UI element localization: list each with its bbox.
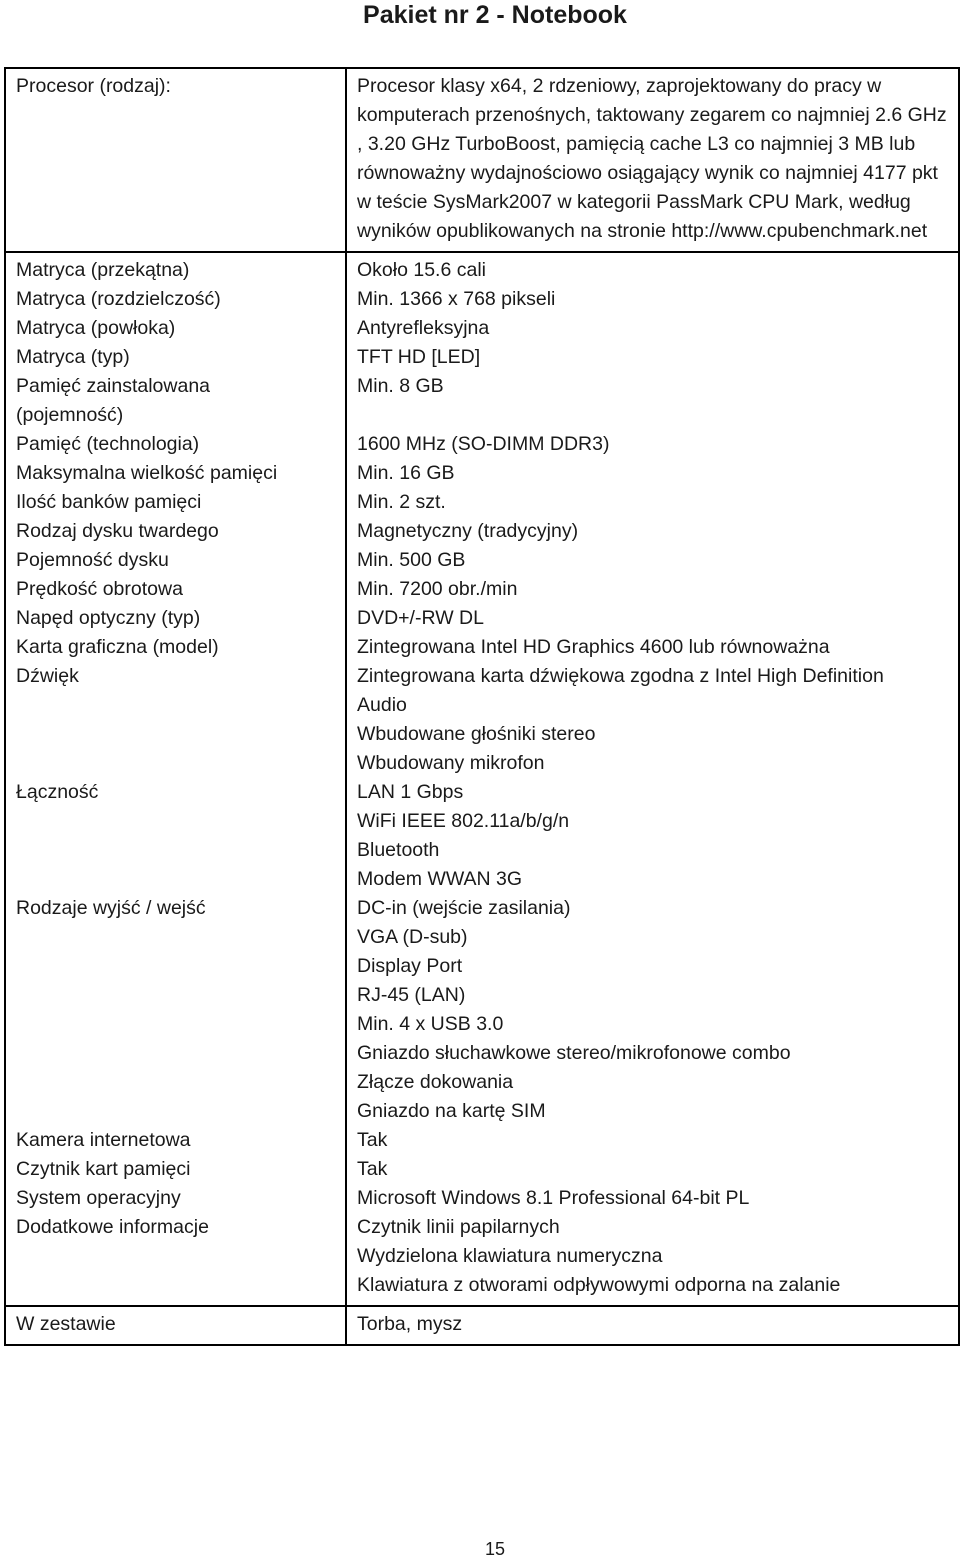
spec-value: Min. 7200 obr./min [357, 578, 518, 600]
spec-label [16, 1242, 335, 1271]
spec-label [16, 1039, 335, 1068]
included-value: Torba, mysz [357, 1313, 463, 1335]
page-number: 15 [484, 1539, 506, 1559]
spec-label: Czytnik kart pamięci [16, 1158, 191, 1180]
spec-value: Wbudowany mikrofon [357, 752, 545, 774]
spec-label [16, 691, 335, 720]
spec-value: Microsoft Windows 8.1 Professional 64-bit PL [357, 1187, 750, 1209]
spec-value: RJ-45 (LAN) [357, 984, 466, 1006]
spec-label: Matryca (typ) [16, 346, 130, 368]
spec-label: (pojemność) [16, 404, 124, 426]
spec-value: Wbudowane głośniki stereo [357, 723, 596, 745]
spec-label: System operacyjny [16, 1187, 181, 1209]
spec-value: Min. 2 szt. [357, 491, 446, 513]
spec-label: Karta graficzna (model) [16, 636, 219, 658]
spec-label [16, 1068, 335, 1097]
specs-value-cell [346, 252, 959, 1306]
spec-label: Pojemność dysku [16, 549, 169, 571]
spec-value: Min. 500 GB [357, 549, 466, 571]
spec-value: Bluetooth [357, 839, 440, 861]
spec-value: Około 15.6 cali [357, 259, 486, 281]
spec-value: Tak [357, 1129, 388, 1151]
spec-value: Display Port [357, 955, 463, 977]
spec-value: Tak [357, 1158, 388, 1180]
spec-value: WiFi IEEE 802.11a/b/g/n [357, 810, 570, 832]
spec-value: DVD+/-RW DL [357, 607, 484, 629]
spec-value: TFT HD [LED] [357, 346, 481, 368]
spec-value: Min. 8 GB [357, 375, 444, 397]
spec-label: Rodzaj dysku twardego [16, 520, 219, 542]
spec-label: Matryca (rozdzielczość) [16, 288, 221, 310]
processor-value: Procesor klasy x64, 2 rdzeniowy, zaprojektowany do pracy w komputerach przenośnych, taktowany zegarem co najmniej 2.6 GHz , 3.20 GHz TurboBoost, pamięcią cache L3 co najmniej 3 MB lub równoważny wydajnościowo osiągający wynik co najmniej 4177 pkt w teście SysMark2007 w kategorii PassMark CPU Mark, według wyników opublikowanych na stronie http://www.cpubenchmark.net [357, 75, 947, 242]
spec-label: Pamięć (technologia) [16, 433, 200, 455]
specs-label-cell [5, 252, 346, 1306]
processor-label-cell [5, 68, 346, 252]
spec-label: Rodzaje wyjść / wejść [16, 897, 206, 919]
spec-label: Prędkość obrotowa [16, 578, 183, 600]
spec-label: Matryca (powłoka) [16, 317, 176, 339]
spec-label-list [16, 256, 335, 1300]
table-row-processor [5, 68, 959, 252]
spec-value: Gniazdo słuchawkowe stereo/mikrofonowe combo [357, 1042, 791, 1064]
spec-value: LAN 1 Gbps [357, 781, 464, 803]
spec-value: Min. 1366 x 768 pikseli [357, 288, 556, 310]
spec-table [4, 67, 960, 1346]
spec-label [16, 865, 335, 894]
included-label: W zestawie [16, 1313, 116, 1335]
spec-value: Gniazdo na kartę SIM [357, 1100, 546, 1122]
processor-value-cell [346, 68, 959, 252]
table-row-specs [5, 252, 959, 1306]
spec-value: Antyrefleksyjna [357, 317, 490, 339]
spec-value: Złącze dokowania [357, 1071, 514, 1093]
spec-value: 1600 MHz (SO-DIMM DDR3) [357, 433, 610, 455]
spec-value: Modem WWAN 3G [357, 868, 523, 890]
spec-label [16, 836, 335, 865]
spec-label [16, 749, 335, 778]
spec-value: Magnetyczny (tradycyjny) [357, 520, 579, 542]
spec-label [16, 981, 335, 1010]
spec-value [357, 401, 948, 430]
spec-label: Łączność [16, 781, 99, 803]
spec-label: Maksymalna wielkość pamięci [16, 462, 278, 484]
spec-label [16, 720, 335, 749]
spec-value: Klawiatura z otworami odpływowymi odporna na zalanie [357, 1274, 841, 1296]
spec-value: Audio [357, 694, 407, 716]
spec-value: Min. 16 GB [357, 462, 455, 484]
spec-value: Min. 4 x USB 3.0 [357, 1013, 504, 1035]
spec-label [16, 1010, 335, 1039]
spec-label: Kamera internetowa [16, 1129, 191, 1151]
spec-value: VGA (D-sub) [357, 926, 468, 948]
processor-label: Procesor (rodzaj): [16, 75, 171, 97]
document-title: Pakiet nr 2 - Notebook [363, 1, 627, 29]
spec-value: DC-in (wejście zasilania) [357, 897, 571, 919]
included-value-cell [346, 1306, 959, 1345]
spec-label: Dźwięk [16, 665, 79, 687]
spec-label [16, 1097, 335, 1126]
spec-label [16, 807, 335, 836]
spec-value: Zintegrowana Intel HD Graphics 4600 lub równoważna [357, 636, 830, 658]
spec-value-list [357, 256, 948, 1300]
table-row-included [5, 1306, 959, 1345]
spec-label: Matryca (przekątna) [16, 259, 190, 281]
spec-value: Zintegrowana karta dźwiękowa zgodna z Intel High Definition [357, 665, 884, 687]
spec-value: Czytnik linii papilarnych [357, 1216, 560, 1238]
spec-value: Wydzielona klawiatura numeryczna [357, 1245, 663, 1267]
spec-label: Ilość banków pamięci [16, 491, 202, 513]
spec-label [16, 952, 335, 981]
included-label-cell [5, 1306, 346, 1345]
spec-label: Napęd optyczny (typ) [16, 607, 201, 629]
spec-label: Pamięć zainstalowana [16, 375, 211, 397]
spec-label [16, 923, 335, 952]
spec-label [16, 1271, 335, 1300]
spec-label: Dodatkowe informacje [16, 1216, 209, 1238]
